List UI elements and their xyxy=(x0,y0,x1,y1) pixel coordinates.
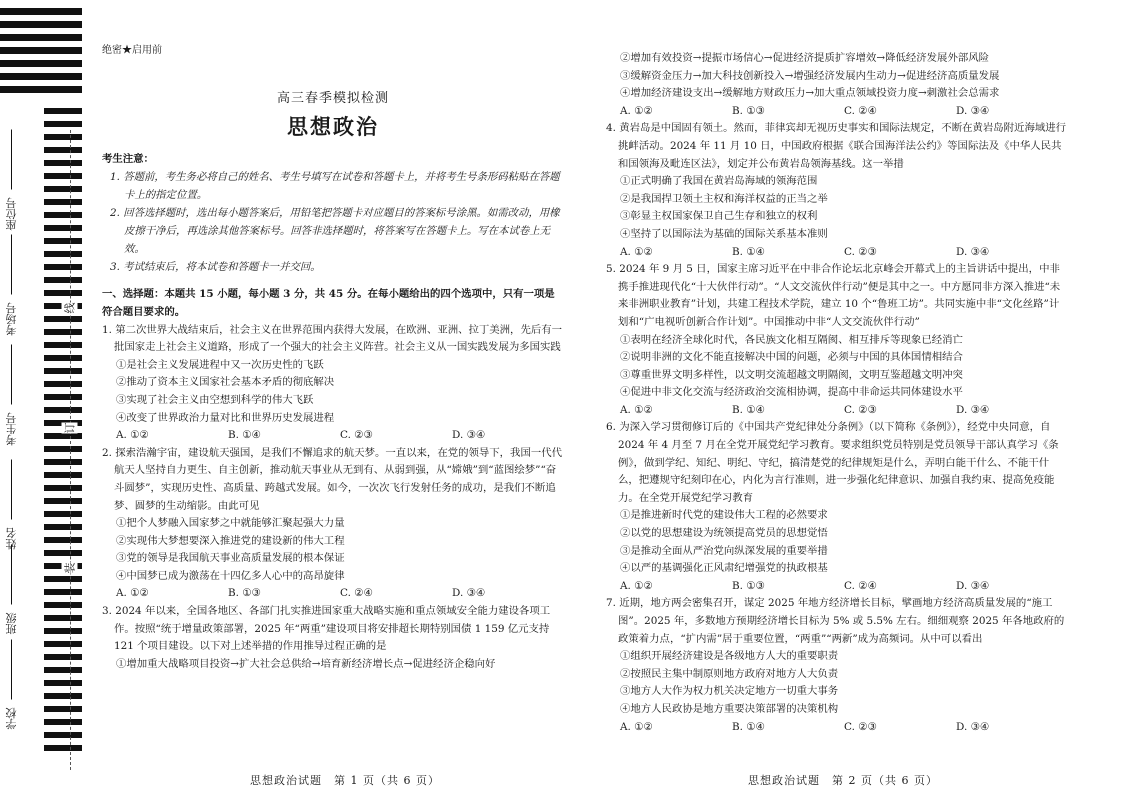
choice-d[interactable]: D. ③④ xyxy=(956,104,990,117)
seat-field[interactable] xyxy=(4,130,20,231)
class-label: 班级 xyxy=(5,612,18,635)
answer-choices xyxy=(102,585,564,603)
statement: ①是社会主义发展进程中又一次历史性的飞跃 xyxy=(116,358,324,371)
choice-c[interactable]: C. ②④ xyxy=(844,579,877,592)
seat-label: 座位号 xyxy=(5,197,18,231)
room-field[interactable] xyxy=(4,235,20,336)
choice-c[interactable]: C. ②③ xyxy=(340,429,373,442)
school-field[interactable] xyxy=(4,640,20,730)
question-stem: 3. 2024 年以来，全国各地区、各部门扎实推进国家重大战略实施和重点领域安全能力建设各项工作。按照“统于增量政策部署，2025 年“两重”建设项目将安排超长期特别国债 1 159 亿元支持 121 个项目建设。以下对上述举措的作用推导过程正确的是 xyxy=(102,605,551,653)
examno-label: 考生号 xyxy=(5,412,18,446)
question-stem: 5. 2024 年 9 月 5 日，国家主席习近平在中非合作论坛北京峰会开幕式上的主旨讲话中提出，中非携手推进现代化“十大伙伴行动”。“人文交流伙伴行动”便是其中之一。中方愿同非方深入推进“未来非洲职业教育”计划，共建工程技术学院，建立 10 个“鲁班工坊”。共同实施中非“文化丝路”计划和“广电视听创新合作计划”。中国推动中非“人文交流伙伴行动” xyxy=(606,263,1061,328)
choice-a[interactable]: A. ①② xyxy=(620,245,653,258)
notice-item: 3. 考试结束后，将本试卷和答题卡一并交回。 xyxy=(110,261,321,274)
question-stem: 7. 近期，地方两会密集召开，谋定 2025 年地方经济增长目标，擘画地方经济高质量发展的“施工图”。2025 年，多数地方预期经济增长目标为 5% 或 5.5% 左右。细细观察 2025 年各地政府的政策着力点，“扩内需”居于重要位置，“两重”“两新”成为高频词。从中可以看出 xyxy=(606,597,1065,645)
name-field[interactable] xyxy=(4,460,20,550)
question-stem: 2. 探索浩瀚宇宙，建设航天强国，是我们不懈追求的航天梦。一直以来，在党的领导下，我国一代代航天人坚持自力更生、自主创新，推动航天事业从无到有、从弱到强，从“嫦娥”到“蓝图绘梦”“奋斗圆梦”，实现历史性、高质量、跨越式发展。如今，一次次飞行发射任务的成功，是我们不断追梦、圆梦的生动缩影。由此可见 xyxy=(102,446,563,512)
choice-d[interactable]: D. ③④ xyxy=(956,720,990,733)
choice-a[interactable]: A. ①② xyxy=(620,720,653,733)
binding-strip xyxy=(0,0,82,794)
statement: ②说明非洲的文化不能直接解决中国的问题，必须与中国的具体国情相结合 xyxy=(620,351,963,364)
statement: ①是推进新时代党的建设伟大工程的必然要求 xyxy=(620,509,828,522)
margin-stripes xyxy=(44,108,82,768)
statement: ④以严的基调强化正风肃纪增强党的执政根基 xyxy=(620,562,828,575)
notice-heading: 考生注意： xyxy=(102,152,154,165)
choice-a[interactable]: A. ①② xyxy=(116,587,149,600)
school-label: 学校 xyxy=(5,707,18,730)
notice-item: 2. 回答选择题时，选出每小题答案后，用铅笔把答题卡对应题目的答案标号涂黑。如需改动，用橡皮擦干净后，再选涂其他答案标号。回答非选择题时，将答案写在答题卡上。写在本试卷上无效。 xyxy=(110,207,560,256)
statement: ③尊重世界文明多样性，以文明交流超越文明隔阂，文明互鉴超越文明冲突 xyxy=(620,368,963,381)
barcode-stripes xyxy=(0,8,82,108)
statement: ②以党的思想建设为统领提高党员的思想觉悟 xyxy=(620,527,828,540)
question-3 xyxy=(102,603,564,673)
statement: ④改变了世界政治力量对比和世界历史发展进程 xyxy=(116,411,335,424)
choice-d[interactable]: D. ③④ xyxy=(956,403,990,416)
answer-choices xyxy=(606,719,1068,737)
choice-b[interactable]: B. ①③ xyxy=(228,587,261,600)
statement: ①正式明确了我国在黄岩岛海域的领海范围 xyxy=(620,175,818,188)
room-label: 考场号 xyxy=(5,302,18,336)
page-footer-left: 思想政治试题 第 1 页（共 6 页） xyxy=(250,774,440,787)
choice-b[interactable]: B. ①④ xyxy=(732,403,765,416)
choice-b[interactable]: B. ①④ xyxy=(228,429,261,442)
seal-char-1: 线 xyxy=(63,302,77,314)
choice-b[interactable]: B. ①③ xyxy=(732,579,765,592)
statement: ③实现了社会主义由空想到科学的伟大飞跃 xyxy=(116,393,314,406)
statement: ③是推动全面从严治党向纵深发展的重要举措 xyxy=(620,544,828,557)
choice-c[interactable]: C. ②③ xyxy=(844,403,877,416)
question-stem: 1. 第二次世界大战结束后，社会主义在世界范围内获得大发展，在欧洲、亚洲、拉丁美洲，先后有一批国家走上社会主义道路，形成了一个强大的社会主义阵营。社会主义从一国实践发展为多国实践 xyxy=(102,323,563,354)
statement: ①把个人梦融入国家梦之中就能够汇聚起强大力量 xyxy=(116,517,345,530)
statement: ①增加重大战略项目投资→扩大社会总供给→培育新经济增长点→促进经济企稳向好 xyxy=(116,657,496,670)
choice-c[interactable]: C. ②③ xyxy=(844,245,877,258)
question-stem: 4. 黄岩岛是中国固有领土。然而，菲律宾却无视历史事实和国际法规定，不断在黄岩岛附近海域进行挑衅活动。2024 年 11 月 10 日，中国政府根据《联合国海洋法公约》等国际法及《中华人民共和国领海及毗连区法》，划定并公布黄岩岛领海基线。这一举措 xyxy=(606,122,1067,170)
question-6 xyxy=(606,419,1068,595)
answer-choices xyxy=(606,244,1068,262)
choice-a[interactable]: A. ①② xyxy=(620,403,653,416)
notice-block xyxy=(102,151,564,277)
question-stem: 6. 为深入学习贯彻修订后的《中国共产党纪律处分条例》（以下简称《条例》），经党中央同意，自 2024 年 4 月至 7 月在全党开展党纪学习教育。要求组织党员特别是党员领导干部认真学习《条例》，做到学纪、知纪、明纪、守纪，搞清楚党的纪律规矩是什么，弄明白能干什么、不能干什么，把遵规守纪刻印在心，内化为言行准则，进一步强化纪律意识、加强自我约束、提高免疫能力。在全党开展党纪学习教育 xyxy=(606,421,1059,504)
page-footer-right: 思想政治试题 第 2 页（共 6 页） xyxy=(748,774,938,787)
choice-c[interactable]: C. ②④ xyxy=(844,104,877,117)
statement: ②是我国捍卫领土主权和海洋权益的正当之举 xyxy=(620,192,828,205)
statement: ④增加经济建设支出→缓解地方财政压力→加大重点领域投资力度→刺激社会总需求 xyxy=(620,87,1000,100)
seal-char-3: 装 xyxy=(63,562,77,574)
choice-b[interactable]: B. ①④ xyxy=(732,720,765,733)
seal-line xyxy=(70,130,71,770)
left-page xyxy=(102,42,564,673)
statement: ④促进中非文化交流与经济政治交流相协调，提高中非命运共同体建设水平 xyxy=(620,386,963,399)
statement: ②实现伟大梦想要深入推进党的建设新的伟大工程 xyxy=(116,534,345,547)
statement: ③缓解资金压力→加大科技创新投入→增强经济发展内生动力→促进经济高质量发展 xyxy=(620,69,1000,82)
statement: ③党的领导是我国航天事业高质量发展的根本保证 xyxy=(116,552,345,565)
choice-d[interactable]: D. ③④ xyxy=(956,579,990,592)
statement: ④中国梦已成为激荡在十四亿多人心中的高昂旋律 xyxy=(116,569,345,582)
statement: ①表明在经济全球化时代，各民族文化相互隔阂、相互排斥等现象已经消亡 xyxy=(620,333,963,346)
question-7 xyxy=(606,595,1068,736)
question-5 xyxy=(606,261,1068,419)
question-2 xyxy=(102,445,564,603)
statement: ②推动了资本主义国家社会基本矛盾的彻底解决 xyxy=(116,376,335,389)
class-field[interactable] xyxy=(4,545,20,635)
statement: ①组织开展经济建设是各级地方人大的重要职责 xyxy=(620,650,839,663)
subject-title: 思想政治 xyxy=(287,115,379,140)
statement: ③彰显主权国家保卫自己生存和独立的权利 xyxy=(620,210,818,223)
choice-d[interactable]: D. ③④ xyxy=(956,245,990,258)
choice-c[interactable]: C. ②③ xyxy=(844,720,877,733)
statement: ②按照民主集中制原则地方政府对地方人大负责 xyxy=(620,667,839,680)
answer-choices xyxy=(606,103,1068,121)
question-3-cont xyxy=(606,50,1068,120)
choice-d[interactable]: D. ③④ xyxy=(452,587,486,600)
choice-a[interactable]: A. ①② xyxy=(620,579,653,592)
answer-choices xyxy=(606,402,1068,420)
name-label: 姓名 xyxy=(5,527,18,550)
statement: ④地方人民政协是地方重要决策部署的决策机构 xyxy=(620,702,839,715)
secret-label: 绝密★启用前 xyxy=(102,45,162,56)
question-4 xyxy=(606,120,1068,261)
choice-d[interactable]: D. ③④ xyxy=(452,429,486,442)
answer-choices xyxy=(606,578,1068,596)
section-heading: 一、选择题：本题共 15 小题，每小题 3 分，共 45 分。在每小题给出的四个选项中，只有一项是符合题目要求的。 xyxy=(102,288,555,318)
examno-field[interactable] xyxy=(4,345,20,446)
question-1 xyxy=(102,322,564,445)
answer-choices xyxy=(102,427,564,445)
choice-a[interactable]: A. ①② xyxy=(116,429,149,442)
exam-title: 高三春季模拟检测 xyxy=(276,90,389,106)
statement: ②增加有效投资→提振市场信心→促进经济提质扩容增效→降低经济发展外部风险 xyxy=(620,52,990,64)
seal-char-2: 订 xyxy=(63,422,77,434)
choice-c[interactable]: C. ②④ xyxy=(340,587,373,600)
notice-item: 1. 答题前，考生务必将自己的姓名、考生号填写在试卷和答题卡上，并将考生号条形码粘贴在答题卡上的指定位置。 xyxy=(110,171,560,202)
choice-b[interactable]: B. ①③ xyxy=(732,104,765,117)
choice-b[interactable]: B. ①④ xyxy=(732,245,765,258)
right-page xyxy=(606,50,1068,736)
choice-a[interactable]: A. ①② xyxy=(620,104,653,117)
statement: ③地方人大作为权力机关决定地方一切重大事务 xyxy=(620,685,839,698)
statement: ④坚持了以国际法为基础的国际关系基本准则 xyxy=(620,227,828,240)
